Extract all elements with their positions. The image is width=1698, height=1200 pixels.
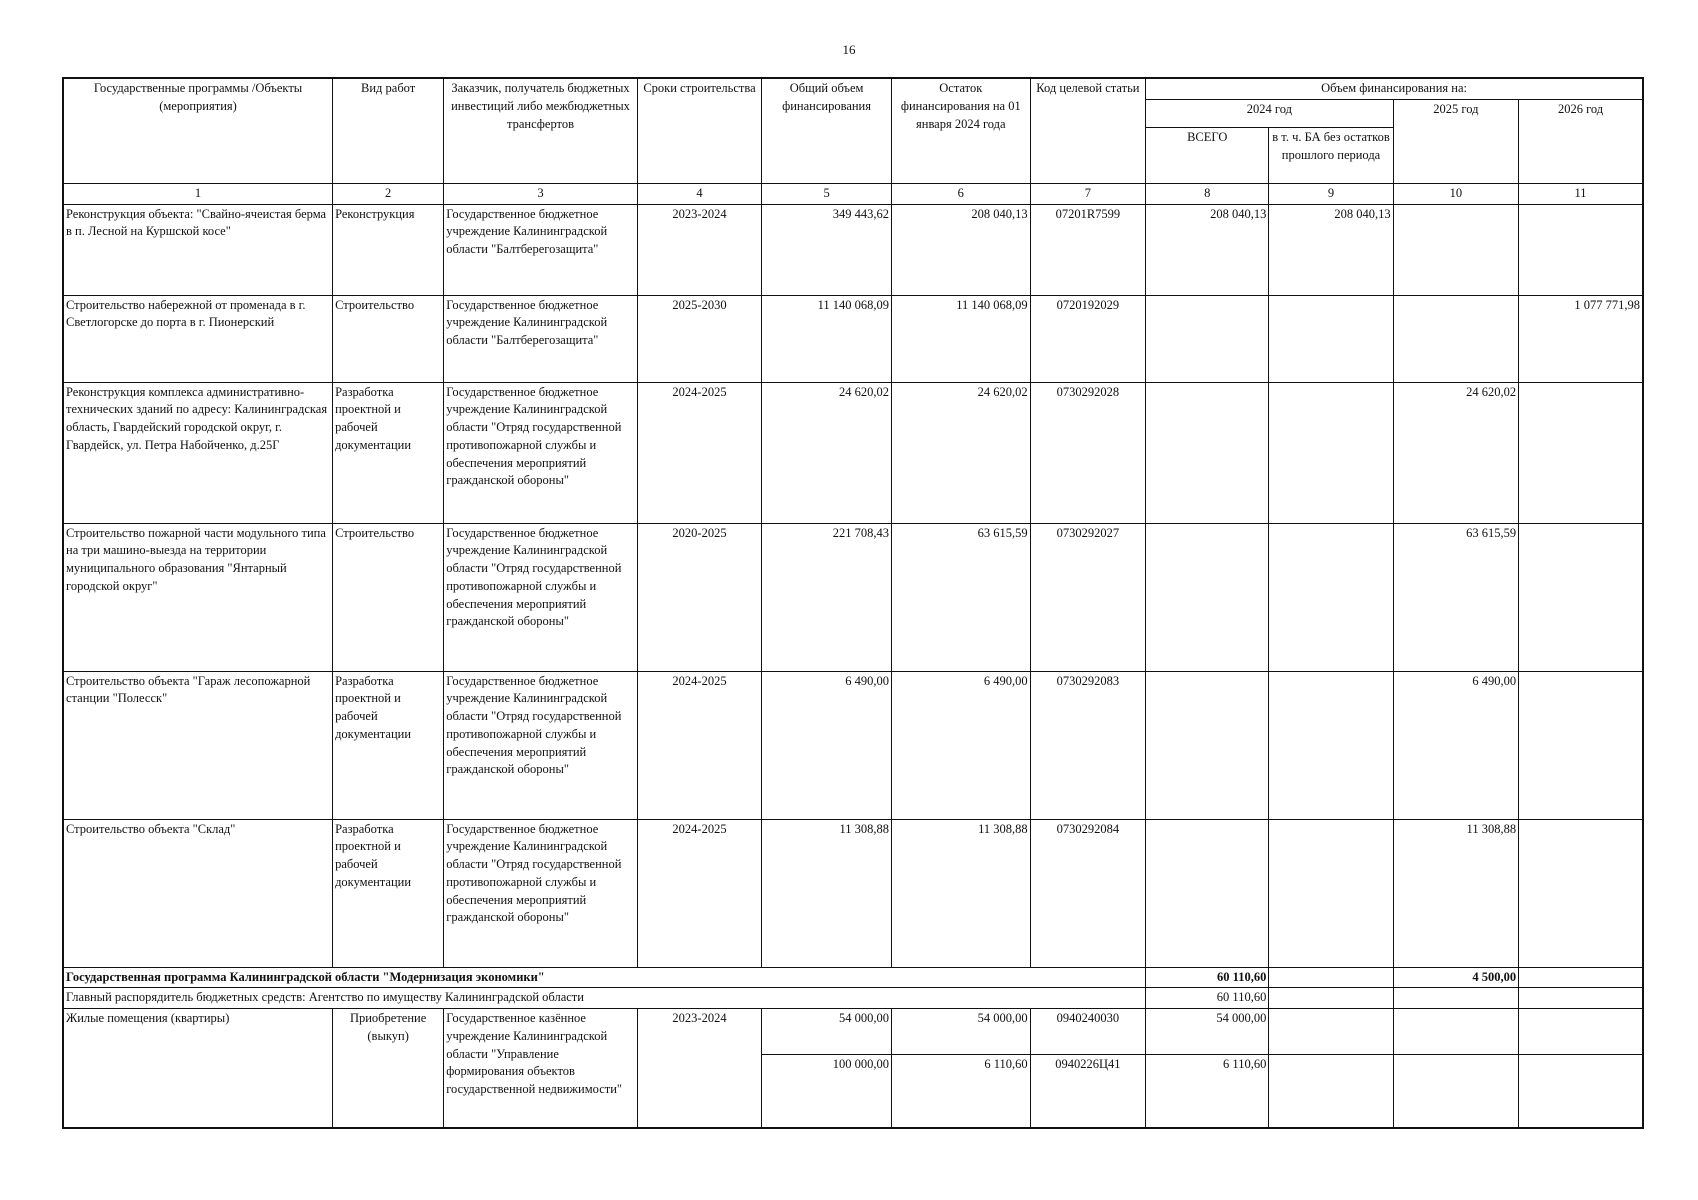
value-2025 — [1393, 204, 1518, 295]
value-2024-ba — [1269, 523, 1393, 671]
object-name: Строительство набережной от променада в г. Светлогорске до порта в г. Пионерский — [63, 295, 333, 382]
financing-table — [62, 77, 1644, 1129]
total-financing: 11 140 068,09 — [762, 295, 892, 382]
customer: Государственное бюджетное учреждение Калининградской области "Отряд государственной противопожарной службы и обеспечения мероприятий гражданской обороны" — [444, 819, 638, 967]
program-value-2024: 60 110,60 — [1146, 967, 1269, 988]
value-2024-total — [1146, 382, 1269, 523]
value-2024-total: 54 000,00 — [1146, 1009, 1269, 1055]
budget-manager-value-2024: 60 110,60 — [1146, 988, 1269, 1009]
table-row — [63, 819, 1643, 967]
header-customer: Заказчик, получатель бюджетных инвестиций либо межбюджетных трансфертов — [444, 78, 638, 183]
budget-manager-label: Главный распорядитель бюджетных средств: Агентство по имуществу Калининградской области — [63, 988, 1146, 1009]
budget-manager-row — [63, 988, 1643, 1009]
remaining-financing: 11 140 068,09 — [891, 295, 1030, 382]
customer: Государственное казённое учреждение Калининградской области "Управление формирования объектов государственной недвижимости" — [444, 1009, 638, 1128]
object-name: Жилые помещения (квартиры) — [63, 1009, 333, 1128]
column-number: 4 — [637, 183, 761, 204]
value-2024-ba — [1269, 671, 1393, 819]
value-2024-total — [1146, 523, 1269, 671]
work-type: Разработка проектной и рабочей документации — [333, 671, 444, 819]
empty-cell — [1269, 988, 1393, 1009]
work-type: Строительство — [333, 523, 444, 671]
value-2024-total — [1146, 671, 1269, 819]
empty-cell — [1519, 988, 1643, 1009]
table-row — [63, 523, 1643, 671]
terms: 2023-2024 — [637, 1009, 761, 1128]
total-financing: 24 620,02 — [762, 382, 892, 523]
remaining-financing: 54 000,00 — [891, 1009, 1030, 1055]
total-financing: 221 708,43 — [762, 523, 892, 671]
page-number: 16 — [842, 42, 856, 57]
header-work-type: Вид работ — [333, 78, 444, 183]
value-2024-ba — [1269, 819, 1393, 967]
value-2024-ba — [1269, 382, 1393, 523]
target-code: 0730292084 — [1030, 819, 1146, 967]
value-2025 — [1393, 295, 1518, 382]
total-financing: 11 308,88 — [762, 819, 892, 967]
customer: Государственное бюджетное учреждение Калининградской области "Отряд государственной противопожарной службы и обеспечения мероприятий гражданской обороны" — [444, 523, 638, 671]
value-2026: 1 077 771,98 — [1519, 295, 1643, 382]
remaining-financing: 208 040,13 — [891, 204, 1030, 295]
value-2025: 11 308,88 — [1393, 819, 1518, 967]
program-summary-row — [63, 967, 1643, 988]
target-code: 0720192029 — [1030, 295, 1146, 382]
total-financing: 100 000,00 — [762, 1055, 892, 1128]
remaining-financing: 11 308,88 — [891, 819, 1030, 967]
value-2024-total: 208 040,13 — [1146, 204, 1269, 295]
target-code: 0730292028 — [1030, 382, 1146, 523]
program-value-2025: 4 500,00 — [1393, 967, 1518, 988]
table-row — [63, 1009, 1643, 1055]
target-code: 0730292083 — [1030, 671, 1146, 819]
terms: 2024-2025 — [637, 819, 761, 967]
program-value-2024-ba — [1269, 967, 1393, 988]
column-number: 8 — [1146, 183, 1269, 204]
header-remaining: Остаток финансирования на 01 января 2024 года — [891, 78, 1030, 183]
column-number: 7 — [1030, 183, 1146, 204]
column-number: 6 — [891, 183, 1030, 204]
work-type: Разработка проектной и рабочей документации — [333, 819, 444, 967]
header-2026: 2026 год — [1519, 99, 1643, 183]
value-2024-total — [1146, 295, 1269, 382]
total-financing: 54 000,00 — [762, 1009, 892, 1055]
header-incl-ba: в т. ч. БА без остатков прошлого периода — [1269, 127, 1393, 183]
terms: 2024-2025 — [637, 671, 761, 819]
empty-cell — [1393, 988, 1518, 1009]
header-2025: 2025 год — [1393, 99, 1518, 183]
work-type: Строительство — [333, 295, 444, 382]
remaining-financing: 6 490,00 — [891, 671, 1030, 819]
table-row — [63, 295, 1643, 382]
column-number: 9 — [1269, 183, 1393, 204]
remaining-financing: 6 110,60 — [891, 1055, 1030, 1128]
value-2024-ba: 208 040,13 — [1269, 204, 1393, 295]
column-number: 11 — [1519, 183, 1643, 204]
value-2026 — [1519, 204, 1643, 295]
header-2024: 2024 год — [1146, 99, 1394, 127]
terms: 2023-2024 — [637, 204, 761, 295]
value-2024-total: 6 110,60 — [1146, 1055, 1269, 1128]
header-programs: Государственные программы /Объекты (мероприятия) — [63, 78, 333, 183]
total-financing: 349 443,62 — [762, 204, 892, 295]
empty-cell — [1393, 1009, 1518, 1055]
terms: 2025-2030 — [637, 295, 761, 382]
customer: Государственное бюджетное учреждение Калининградской области "Балтберегозащита" — [444, 204, 638, 295]
empty-cell — [1519, 1009, 1643, 1055]
remaining-financing: 24 620,02 — [891, 382, 1030, 523]
value-2025: 63 615,59 — [1393, 523, 1518, 671]
column-number: 5 — [762, 183, 892, 204]
header-volume: Объем финансирования на: — [1146, 78, 1643, 99]
header-total: Общий объем финансирования — [762, 78, 892, 183]
value-2025: 24 620,02 — [1393, 382, 1518, 523]
object-name: Реконструкция объекта: "Свайно-ячеистая берма в п. Лесной на Куршской косе" — [63, 204, 333, 295]
table-row — [63, 204, 1643, 295]
customer: Государственное бюджетное учреждение Калининградской области "Отряд государственной противопожарной службы и обеспечения мероприятий гражданской обороны" — [444, 671, 638, 819]
remaining-financing: 63 615,59 — [891, 523, 1030, 671]
empty-cell — [1519, 1055, 1643, 1128]
customer: Государственное бюджетное учреждение Калининградской области "Отряд государственной противопожарной службы и обеспечения мероприятий гражданской обороны" — [444, 382, 638, 523]
header-code: Код целевой статьи — [1030, 78, 1146, 183]
value-2024-ba — [1269, 295, 1393, 382]
terms: 2024-2025 — [637, 382, 761, 523]
empty-cell — [1393, 1055, 1518, 1128]
table-row — [63, 382, 1643, 523]
table-row — [63, 671, 1643, 819]
work-type: Реконструкция — [333, 204, 444, 295]
value-2025: 6 490,00 — [1393, 671, 1518, 819]
column-number: 10 — [1393, 183, 1518, 204]
work-type: Приобретение (выкуп) — [333, 1009, 444, 1128]
target-code: 0940226Ц41 — [1030, 1055, 1146, 1128]
value-2026 — [1519, 523, 1643, 671]
value-2024-total — [1146, 819, 1269, 967]
header-terms: Сроки строительства — [637, 78, 761, 183]
object-name: Строительство пожарной части модульного типа на три машино-выезда на территории муниципального образования "Янтарный городской округ" — [63, 523, 333, 671]
value-2026 — [1519, 819, 1643, 967]
header-total-all: ВСЕГО — [1146, 127, 1269, 183]
value-2026 — [1519, 671, 1643, 819]
customer: Государственное бюджетное учреждение Калининградской области "Балтберегозащита" — [444, 295, 638, 382]
object-name: Реконструкция комплекса административно-технических зданий по адресу: Калининградская область, Гвардейский городской округ, г. Гвардейск, ул. Петра Набойченко, д.25Г — [63, 382, 333, 523]
program-label: Государственная программа Калининградской области "Модернизация экономики" — [63, 967, 1146, 988]
object-name: Строительство объекта "Гараж лесопожарной станции "Полесск" — [63, 671, 333, 819]
column-number-row — [63, 183, 1643, 204]
total-financing: 6 490,00 — [762, 671, 892, 819]
target-code: 07201R7599 — [1030, 204, 1146, 295]
column-number: 3 — [444, 183, 638, 204]
terms: 2020-2025 — [637, 523, 761, 671]
object-name: Строительство объекта "Склад" — [63, 819, 333, 967]
value-2026 — [1519, 382, 1643, 523]
column-number: 1 — [63, 183, 333, 204]
target-code: 0730292027 — [1030, 523, 1146, 671]
empty-cell — [1269, 1055, 1393, 1128]
column-number: 2 — [333, 183, 444, 204]
target-code: 0940240030 — [1030, 1009, 1146, 1055]
work-type: Разработка проектной и рабочей документации — [333, 382, 444, 523]
program-value-2026 — [1519, 967, 1643, 988]
empty-cell — [1269, 1009, 1393, 1055]
